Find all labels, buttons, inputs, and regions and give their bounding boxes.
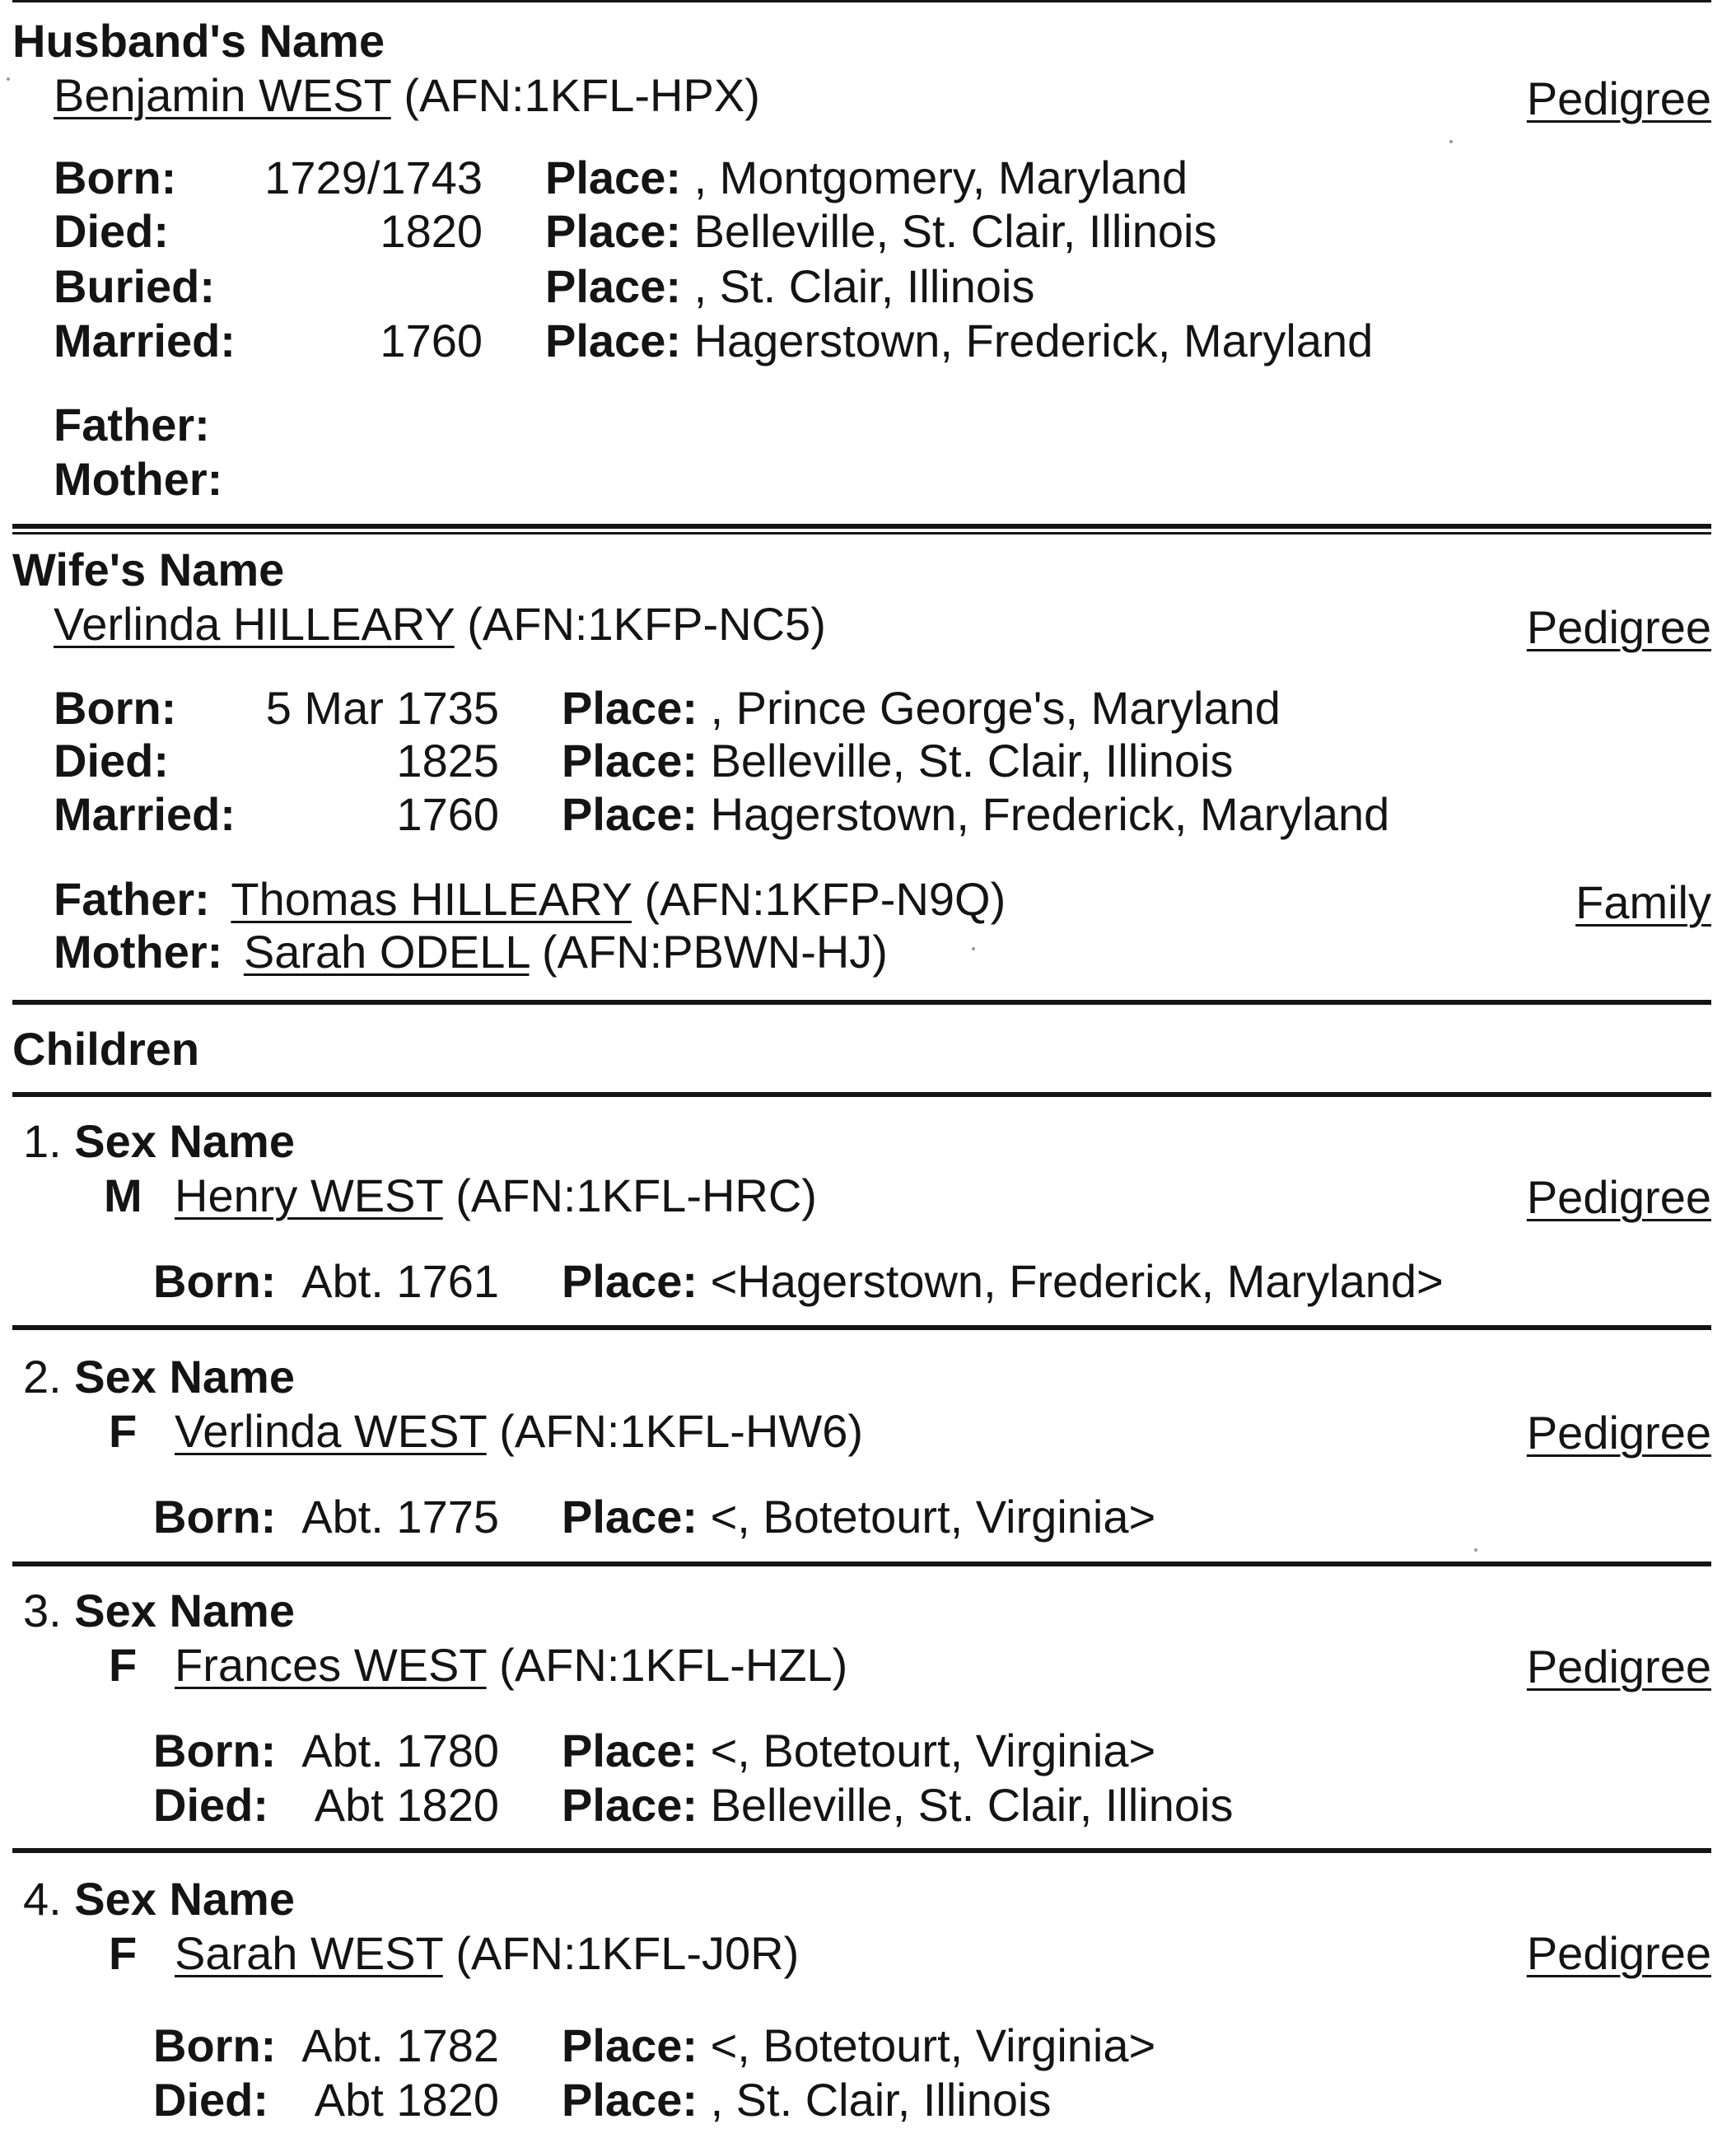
- place-value: <Hagerstown, Frederick, Maryland>: [710, 1255, 1444, 1307]
- place-label: Place:: [562, 1725, 698, 1776]
- husband-father-label: Father:: [54, 399, 210, 450]
- sex-name-label: Sex Name: [74, 1115, 295, 1167]
- place-label: Place:: [545, 315, 681, 366]
- husband-event-place: [545, 205, 1217, 257]
- child-number: 2.: [23, 1351, 62, 1403]
- child-divider: [12, 1325, 1711, 1330]
- wife-event-label: Born:: [54, 682, 177, 734]
- child-afn: (AFN:1KFL-HRC): [455, 1169, 817, 1221]
- place-value: Hagerstown, Frederick, Maryland: [693, 315, 1374, 366]
- place-value: Belleville, St. Clair, Illinois: [693, 205, 1217, 257]
- child-divider: [12, 1848, 1711, 1853]
- place-value: <, Botetourt, Virginia>: [710, 1725, 1156, 1776]
- child-pedigree-link[interactable]: Pedigree: [1526, 1641, 1711, 1692]
- wife-father-link[interactable]: Thomas HILLEARY: [231, 873, 632, 925]
- husband-event-date: 1760: [380, 315, 483, 366]
- child-sex: F: [109, 1927, 138, 1979]
- child-event-label: Died:: [153, 2074, 268, 2126]
- place-label: Place:: [562, 2019, 698, 2071]
- child-name-link[interactable]: Verlinda WEST: [175, 1405, 487, 1457]
- place-value: , St. Clair, Illinois: [693, 260, 1035, 312]
- child-pedigree-link[interactable]: Pedigree: [1526, 1171, 1711, 1223]
- section-divider: [12, 1000, 1711, 1005]
- child-name-line: [175, 1639, 848, 1691]
- child-pedigree-link[interactable]: Pedigree: [1526, 1407, 1711, 1459]
- place-value: Belleville, St. Clair, Illinois: [710, 735, 1234, 787]
- child-name-link[interactable]: Henry WEST: [175, 1169, 443, 1221]
- sex-name-label: Sex Name: [74, 1585, 295, 1636]
- husband-pedigree-link[interactable]: Pedigree: [1526, 72, 1711, 124]
- wife-event-date: 1825: [396, 735, 499, 787]
- husband-name-link[interactable]: Benjamin WEST: [54, 69, 391, 121]
- place-label: Place:: [562, 788, 698, 840]
- place-value: <, Botetourt, Virginia>: [710, 2019, 1156, 2071]
- child-number-line: [23, 1873, 295, 1925]
- child-event-label: Died:: [153, 1779, 268, 1831]
- wife-mother-label: Mother:: [54, 926, 223, 978]
- child-event-date: Abt. 1782: [301, 2019, 499, 2071]
- scan-speck: [972, 947, 975, 950]
- husband-event-date: 1729/1743: [264, 152, 483, 203]
- wife-mother-afn: (AFN:PBWN-HJ): [541, 926, 888, 978]
- child-event-label: Born:: [153, 1255, 277, 1307]
- place-value: <, Botetourt, Virginia>: [710, 1491, 1156, 1543]
- scan-speck: [7, 77, 10, 81]
- child-number: 1.: [23, 1115, 62, 1167]
- child-name-line: [175, 1405, 864, 1457]
- child-divider: [12, 1561, 1711, 1566]
- child-afn: (AFN:1KFL-J0R): [455, 1927, 800, 1979]
- husband-section-title: Husband's Name: [12, 15, 385, 67]
- husband-afn: (AFN:1KFL-HPX): [404, 69, 760, 121]
- husband-event-label: Born:: [54, 152, 177, 203]
- child-number-line: [23, 1351, 295, 1403]
- place-label: Place:: [562, 735, 698, 787]
- child-number-line: [23, 1585, 295, 1636]
- child-name-link[interactable]: Sarah WEST: [175, 1927, 443, 1979]
- wife-event-place: [562, 682, 1281, 734]
- wife-father-label: Father:: [54, 873, 210, 925]
- wife-event-label: Died:: [54, 735, 169, 787]
- husband-event-label: Buried:: [54, 260, 215, 312]
- child-event-place: [562, 1255, 1444, 1307]
- place-label: Place:: [562, 1779, 698, 1831]
- place-label: Place:: [545, 205, 681, 257]
- child-event-date: Abt 1820: [314, 1779, 499, 1831]
- child-event-label: Born:: [153, 1491, 277, 1543]
- child-event-place: [562, 2074, 1052, 2126]
- place-label: Place:: [562, 1491, 698, 1543]
- sex-name-label: Sex Name: [74, 1351, 295, 1403]
- husband-event-place: [545, 315, 1374, 366]
- place-label: Place:: [562, 1255, 698, 1307]
- place-value: , Montgomery, Maryland: [693, 152, 1188, 203]
- child-number: 4.: [23, 1873, 62, 1925]
- wife-father-afn: (AFN:1KFP-N9Q): [644, 873, 1006, 925]
- place-value: Hagerstown, Frederick, Maryland: [710, 788, 1390, 840]
- child-name-line: [175, 1927, 800, 1979]
- child-event-label: Born:: [153, 1725, 277, 1776]
- child-event-date: Abt. 1761: [301, 1255, 499, 1307]
- husband-name-line: [54, 69, 760, 121]
- child-event-date: Abt 1820: [314, 2074, 499, 2126]
- child-pedigree-link[interactable]: Pedigree: [1526, 1927, 1711, 1979]
- child-event-date: Abt. 1775: [301, 1491, 499, 1543]
- husband-event-label: Died:: [54, 205, 169, 257]
- husband-mother-label: Mother:: [54, 453, 223, 505]
- wife-pedigree-link[interactable]: Pedigree: [1526, 601, 1711, 653]
- child-event-place: [562, 1725, 1156, 1776]
- wife-mother-link[interactable]: Sarah ODELL: [243, 926, 530, 978]
- place-value: Belleville, St. Clair, Illinois: [710, 1779, 1234, 1831]
- place-value: , Prince George's, Maryland: [710, 682, 1281, 734]
- scan-speck: [1474, 1548, 1477, 1552]
- husband-event-place: [545, 260, 1035, 312]
- wife-afn: (AFN:1KFP-NC5): [467, 598, 826, 650]
- section-divider-inner: [12, 532, 1711, 534]
- place-label: Place:: [562, 682, 698, 734]
- husband-event-label: Married:: [54, 315, 236, 366]
- children-divider: [12, 1092, 1711, 1097]
- place-label: Place:: [545, 260, 681, 312]
- child-name-line: [175, 1169, 817, 1221]
- place-label: Place:: [562, 2074, 698, 2126]
- child-number: 3.: [23, 1585, 62, 1636]
- wife-event-place: [562, 788, 1390, 840]
- section-divider: [12, 524, 1711, 529]
- husband-event-date: 1820: [380, 205, 483, 257]
- child-afn: (AFN:1KFL-HW6): [499, 1405, 864, 1457]
- wife-family-link[interactable]: Family: [1575, 876, 1711, 928]
- wife-section-title: Wife's Name: [12, 544, 285, 595]
- sex-name-label: Sex Name: [74, 1873, 295, 1925]
- child-sex: M: [104, 1169, 142, 1221]
- child-sex: F: [109, 1639, 138, 1691]
- child-event-place: [562, 1779, 1234, 1831]
- child-event-place: [562, 2019, 1156, 2071]
- wife-event-label: Married:: [54, 788, 236, 840]
- husband-event-place: [545, 152, 1188, 203]
- child-afn: (AFN:1KFL-HZL): [499, 1639, 848, 1691]
- children-section-title: Children: [12, 1023, 200, 1075]
- child-sex: F: [109, 1405, 138, 1457]
- scan-speck: [1449, 140, 1453, 143]
- wife-name-link[interactable]: Verlinda HILLEARY: [54, 598, 455, 650]
- child-number-line: [23, 1115, 295, 1167]
- child-event-place: [562, 1491, 1156, 1543]
- wife-event-date: 1760: [396, 788, 499, 840]
- wife-name-line: [54, 598, 826, 650]
- top-rule: [12, 0, 1711, 2]
- child-event-label: Born:: [153, 2019, 277, 2071]
- wife-mother-line: [54, 926, 888, 978]
- place-value: , St. Clair, Illinois: [710, 2074, 1052, 2126]
- wife-father-line: [54, 873, 1006, 925]
- place-label: Place:: [545, 152, 681, 203]
- wife-event-date: 5 Mar 1735: [265, 682, 499, 734]
- wife-event-place: [562, 735, 1234, 787]
- child-event-date: Abt. 1780: [301, 1725, 499, 1776]
- child-name-link[interactable]: Frances WEST: [175, 1639, 487, 1691]
